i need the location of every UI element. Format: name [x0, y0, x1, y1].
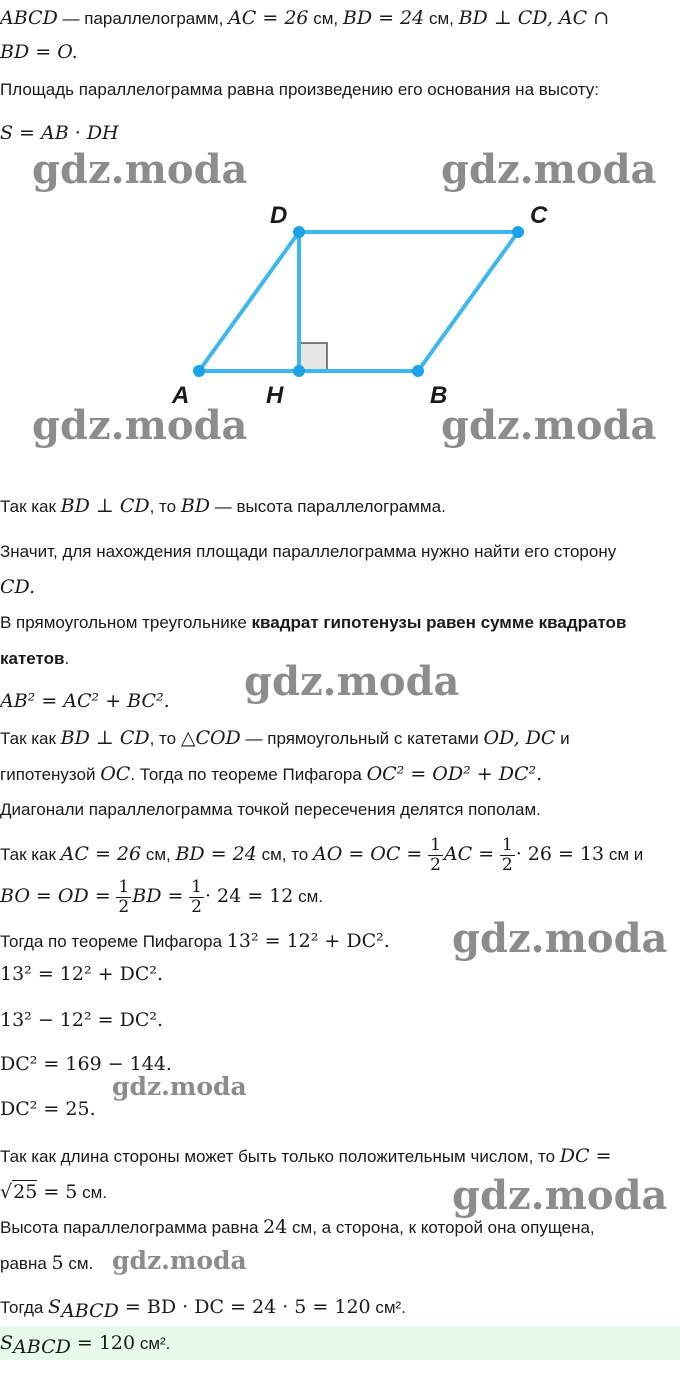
text-line-6: Диагонали параллелограмма точкой пересечения делятся пополам.: [0, 800, 541, 819]
area-rule: Площадь параллелограмма равна произведению его основания на высоту:: [0, 80, 599, 99]
label-b: B: [430, 382, 448, 409]
text-line-8: BO = OD = $\frac{1}{2}$ BD = $\frac{1}{2}$ · 24 = 12 см.: [0, 877, 324, 918]
vertex-h: [293, 365, 305, 377]
watermark: gdz.moda: [112, 1072, 247, 1101]
given-line-2: BD = O.: [0, 41, 78, 63]
text-line-5: гипотенузой OC. Тогда по теореме Пифагора OC² = OD² + DC².: [0, 763, 543, 785]
equation-4: DC² = 25.: [0, 1098, 96, 1120]
vertex-a: [193, 365, 205, 377]
fraction-half: $\frac{1}{2}$: [501, 835, 513, 876]
vertex-c: [512, 226, 524, 238]
text-line-12: равна 5 см.: [0, 1252, 94, 1274]
math-parallelogram: ABCD: [0, 7, 58, 29]
area-formula: S = AB · DH: [0, 122, 119, 144]
given-line-1: ABCD — параллелограмм, AC = 26 см, BD = 24 см, BD ⊥ CD, AC ∩: [0, 7, 610, 29]
sqrt-25: √25: [0, 1181, 38, 1203]
text-line-11: Высота параллелограмма равна 24 см, а сторона, к которой она опущена,: [0, 1216, 595, 1238]
text-line-9: Тогда по теореме Пифагора 13² = 12² + DC².: [0, 930, 390, 952]
equation-3: DC² = 169 − 144.: [0, 1053, 172, 1075]
text-line-4: Так как BD ⊥ CD, то △COD — прямоугольный с катетами OD, DC и: [0, 727, 570, 749]
text-line-3a: В прямоугольном треугольнике квадрат гипотенузы равен сумме квадратов: [0, 613, 627, 632]
vertex-b: [412, 365, 424, 377]
label-h: H: [266, 382, 284, 409]
text-line-3b: катетов.: [0, 649, 70, 668]
vertex-d: [293, 226, 305, 238]
equation-2: 13² − 12² = DC².: [0, 1009, 164, 1031]
watermark: gdz.moda: [441, 402, 657, 449]
fraction-half: $\frac{1}{2}$: [118, 877, 130, 918]
watermark: gdz.moda: [452, 1172, 668, 1219]
watermark: gdz.moda: [244, 658, 460, 705]
label-c: C: [530, 202, 548, 229]
watermark: gdz.moda: [112, 1246, 247, 1275]
side-da: [199, 232, 299, 371]
fraction-half: $\frac{1}{2}$: [191, 877, 202, 918]
label-d: D: [270, 202, 288, 229]
text-line-13: Тогда $S_{ABCD}$ = BD · DC = 24 · 5 = 120 см².: [0, 1296, 406, 1322]
answer-line: $S_{ABCD} = 120$ см².: [0, 1332, 171, 1358]
fraction-half: $\frac{1}{2}$: [430, 835, 441, 876]
text-line-2b: CD.: [0, 576, 36, 598]
watermark: gdz.moda: [441, 146, 657, 193]
pythagoras-general: AB² = AC² + BC².: [0, 690, 170, 712]
text-line-10a: Так как длина стороны может быть только положительным числом, то DC =: [0, 1145, 612, 1167]
text-line-7: Так как AC = 26 см, BD = 24 см, то AO = OC = $\frac{1}{2}$ AC = $\frac{1}{2}$ · 26 = 13 см и: [0, 835, 644, 876]
text-line-2a: Значит, для нахождения площади параллелограмма нужно найти его сторону: [0, 542, 617, 561]
text-line-1: Так как BD ⊥ CD, то BD — высота параллелограмма.: [0, 495, 446, 517]
watermark: gdz.moda: [32, 402, 248, 449]
watermark: gdz.moda: [32, 146, 248, 193]
label-a: A: [172, 382, 190, 409]
equation-1: 13² = 12² + DC².: [0, 963, 164, 985]
side-bc: [418, 232, 518, 371]
text-line-10b: √25 = 5 см.: [0, 1181, 108, 1203]
watermark: gdz.moda: [452, 915, 668, 962]
